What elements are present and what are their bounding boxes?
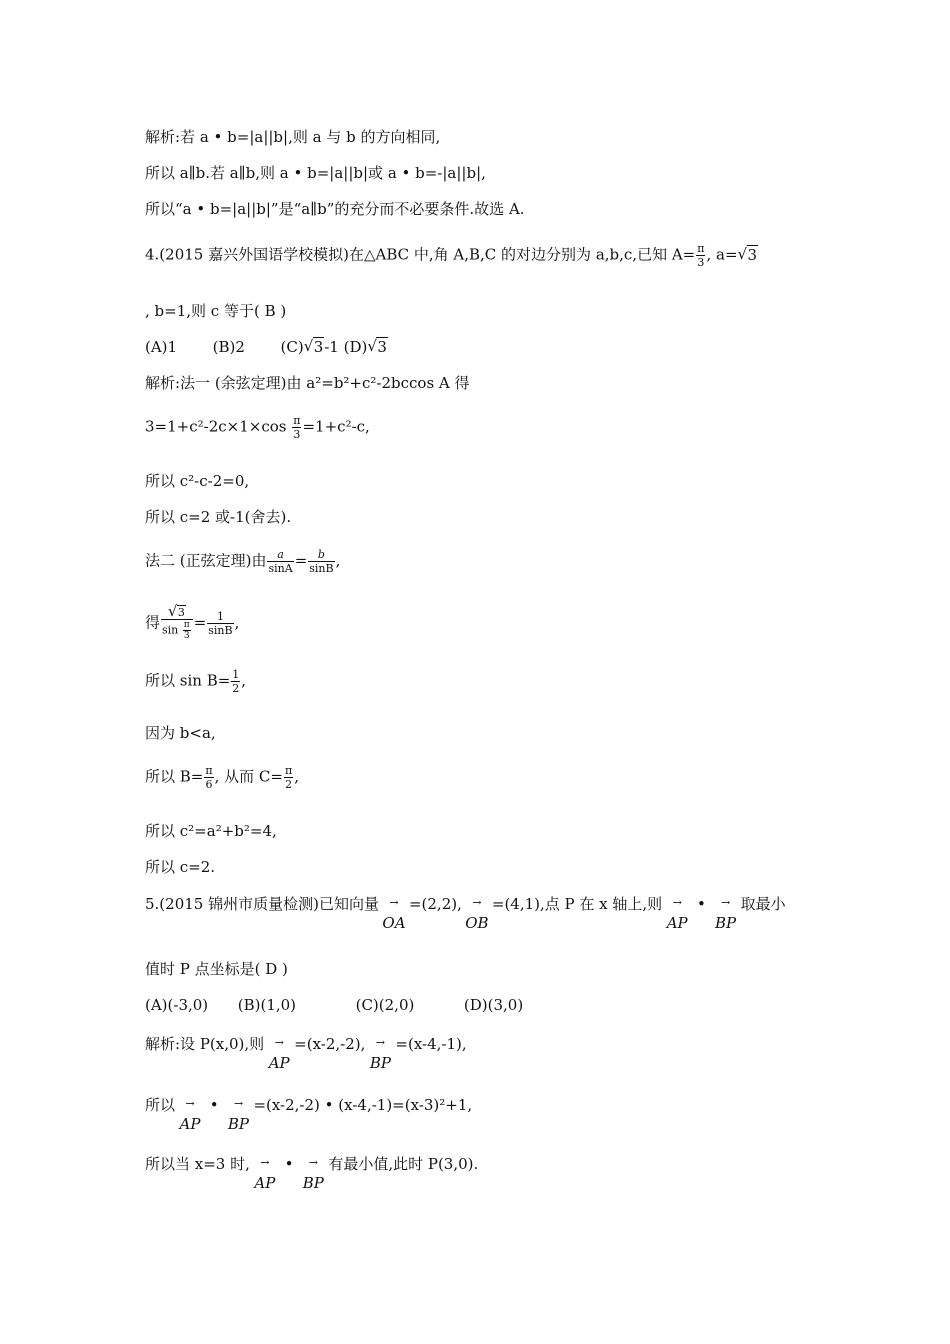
analysis-line: 解析:若 a • b=|a||b|,则 a 与 b 的方向相同, bbox=[145, 128, 441, 146]
question-4-stem-cont: , b=1,则 c 等于( B ) bbox=[145, 302, 287, 320]
option-b: (B)(1,0) bbox=[237, 996, 297, 1014]
method-2-step: 所以 B= $\frac{\pi}{6}$ , 从而 C= $\frac{\pi}{2}$ , bbox=[145, 764, 299, 791]
vector-bp: → BP bbox=[715, 896, 737, 932]
option-d: (D)√ 3 bbox=[344, 338, 388, 356]
question-5-analysis: 所以 → AP • → BP =(x-2,-2) • (x-4,-1)=(x-3)²+1, bbox=[145, 1096, 473, 1133]
question-5-analysis: 所以当 x=3 时, → AP • → BP 有最小值,此时 P(3,0). bbox=[145, 1155, 479, 1192]
method-2-step: 因为 b<a, bbox=[145, 724, 216, 742]
vector-bp: → BP bbox=[302, 1156, 324, 1192]
question-4-stem: 4.(2015 嘉兴外国语学校模拟)在△ABC 中,角 A,B,C 的对边分别为 a,b,c,已知 A= $\frac{\pi}{3}$ , a=√ 3 bbox=[145, 242, 758, 269]
fraction-sqrt3-over-sin-pi3: √ 3 sin $\frac{\pi}{3}$ bbox=[161, 606, 193, 641]
option-b: (B)2 bbox=[212, 338, 245, 356]
option-a: (A)(-3,0) bbox=[145, 996, 209, 1014]
method-2-intro: 法二 (正弦定理)由 $\frac{a}{\sin A}$ = $\frac{b}{\sin B}$ , bbox=[145, 548, 341, 575]
method-2-step: 所以 c=2. bbox=[145, 858, 216, 876]
method-1-intro: 解析:法一 (余弦定理)由 a²=b²+c²-2bccos A 得 bbox=[145, 374, 470, 392]
fraction-pi-over-3: $\frac{\pi}{3}$ bbox=[293, 414, 301, 441]
vector-bp: → BP bbox=[369, 1036, 391, 1072]
method-2-step: 所以 sin B= $\frac{1}{2}$ , bbox=[145, 668, 247, 695]
fraction-pi-over-3: $\frac{\pi}{3}$ bbox=[697, 242, 705, 269]
analysis-line: 所以 a∥b.若 a∥b,则 a • b=|a||b|或 a • b=-|a||b|, bbox=[145, 164, 486, 182]
method-2-step: 所以 c²=a²+b²=4, bbox=[145, 822, 277, 840]
option-d: (D)(3,0) bbox=[463, 996, 524, 1014]
sqrt-3: √ 3 bbox=[738, 244, 759, 266]
question-5-analysis: 解析:设 P(x,0),则 → AP =(x-2,-2), → BP =(x-4,-1), bbox=[145, 1035, 467, 1072]
method-2-ratio: 得 √ 3 sin $\frac{\pi}{3}$ = $\frac{1}{\sin B}$ , bbox=[145, 606, 239, 641]
question-5-stem: 5.(2015 锦州市质量检测)已知向量 → OA =(2,2), → OB =(4,1),点 P 在 x 轴上,则 → AP • → BP 取最小 bbox=[145, 895, 786, 932]
fraction-1-over-sinB: $\frac{1}{\sin B}$ bbox=[208, 610, 233, 637]
vector-ob: → OB bbox=[465, 896, 489, 932]
vector-ap: → AP bbox=[179, 1097, 201, 1133]
method-1-equation: 3=1+c²-2c×1×cos $\frac{\pi}{3}$ =1+c²-c, bbox=[145, 414, 370, 441]
fraction-b-over-sinB: $\frac{b}{\sin B}$ bbox=[309, 548, 334, 575]
option-a: (A)1 bbox=[145, 338, 178, 356]
question-5-stem-cont: 值时 P 点坐标是( D ) bbox=[145, 960, 288, 978]
option-c: (C)√ 3-1 bbox=[281, 338, 339, 356]
analysis-line: 所以“a • b=|a||b|”是“a∥b”的充分而不必要条件.故选 A. bbox=[145, 200, 525, 218]
vector-bp: → BP bbox=[227, 1097, 249, 1133]
option-c: (C)(2,0) bbox=[355, 996, 415, 1014]
method-1-step: 所以 c²-c-2=0, bbox=[145, 472, 250, 490]
fraction-pi-over-2: $\frac{\pi}{2}$ bbox=[284, 764, 293, 791]
vector-ap: → AP bbox=[666, 896, 688, 932]
question-4-options bbox=[145, 336, 388, 358]
fraction-a-over-sinA: $\frac{a}{\sin A}$ bbox=[268, 548, 293, 575]
question-5-options bbox=[145, 994, 523, 1016]
vector-oa: → OA bbox=[382, 896, 406, 932]
method-1-step: 所以 c=2 或-1(舍去). bbox=[145, 508, 292, 526]
vector-ap: → AP bbox=[254, 1156, 276, 1192]
vector-ap: → AP bbox=[268, 1036, 290, 1072]
fraction-pi-over-6: $\frac{\pi}{6}$ bbox=[205, 764, 213, 791]
fraction-one-half: $\frac{1}{2}$ bbox=[232, 668, 240, 695]
